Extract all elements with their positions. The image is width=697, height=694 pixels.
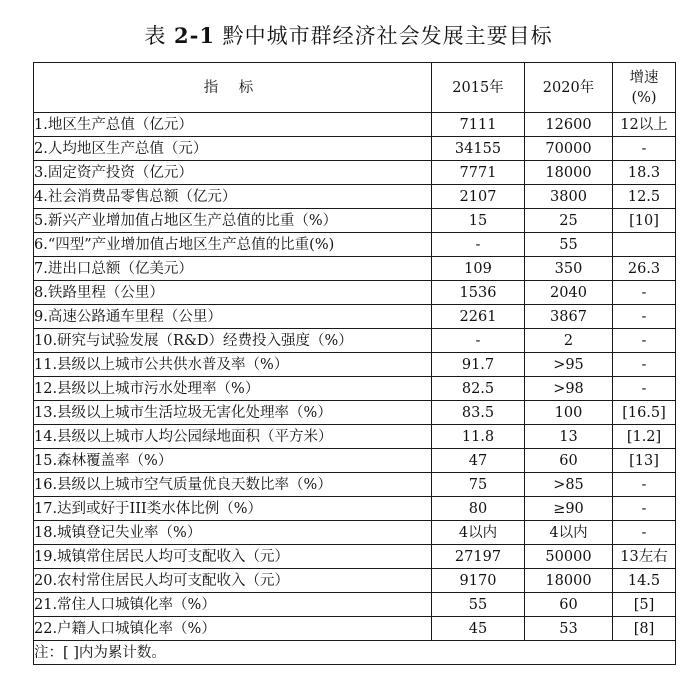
table-row (34, 305, 676, 329)
growth-rate-cell: 13左右 (613, 545, 676, 569)
indicator-cell: 12.县级以上城市污水处理率（%） (34, 377, 432, 401)
table-row (34, 137, 676, 161)
indicator-cell: 14.县级以上城市人均公园绿地面积（平方米） (34, 425, 432, 449)
value-2020-cell: 2 (525, 329, 613, 353)
table-row (34, 449, 676, 473)
value-2020-cell: 3800 (525, 185, 613, 209)
value-2015-cell: 4以内 (432, 521, 525, 545)
value-2015-cell: 11.8 (432, 425, 525, 449)
indicator-cell: 11.县级以上城市公共供水普及率（%） (34, 353, 432, 377)
value-2020-cell: 53 (525, 617, 613, 641)
note-row (34, 641, 676, 665)
value-2015-cell: 9170 (432, 569, 525, 593)
indicator-cell: 17.达到或好于III类水体比例（%） (34, 497, 432, 521)
table-title (0, 20, 697, 50)
indicator-cell: 19.城镇常住居民人均可支配收入（元） (34, 545, 432, 569)
table-note: 注：[ ]内为累计数。 (34, 641, 676, 665)
value-2020-cell: 18000 (525, 161, 613, 185)
value-2015-cell: 55 (432, 593, 525, 617)
growth-rate-cell: 12.5 (613, 185, 676, 209)
value-2015-cell: 75 (432, 473, 525, 497)
value-2015-cell: 2261 (432, 305, 525, 329)
title-text: 黔中城市群经济社会发展主要目标 (222, 24, 553, 48)
value-2020-cell: >85 (525, 473, 613, 497)
table-row (34, 401, 676, 425)
growth-rate-cell: - (613, 353, 676, 377)
growth-rate-cell (613, 233, 676, 257)
value-2015-cell: 1536 (432, 281, 525, 305)
growth-rate-cell: [16.5] (613, 401, 676, 425)
indicator-cell: 8.铁路里程（公里） (34, 281, 432, 305)
value-2015-cell: 7771 (432, 161, 525, 185)
value-2020-cell: ≥90 (525, 497, 613, 521)
indicator-cell: 10.研究与试验发展（R&D）经费投入强度（%） (34, 329, 432, 353)
title-prefix: 表 (144, 24, 167, 48)
value-2015-cell: - (432, 233, 525, 257)
table-row (34, 521, 676, 545)
table-row (34, 617, 676, 641)
targets-table (33, 62, 676, 665)
value-2015-cell: - (432, 329, 525, 353)
value-2015-cell: 15 (432, 209, 525, 233)
table-row (34, 545, 676, 569)
table-row (34, 113, 676, 137)
indicator-cell: 5.新兴产业增加值占地区生产总值的比重（%） (34, 209, 432, 233)
value-2020-cell: 2040 (525, 281, 613, 305)
indicator-cell: 15.森林覆盖率（%） (34, 449, 432, 473)
growth-rate-cell: - (613, 521, 676, 545)
growth-rate-cell: [1.2] (613, 425, 676, 449)
table-row (34, 569, 676, 593)
value-2020-cell: 55 (525, 233, 613, 257)
table-body (34, 113, 676, 641)
value-2020-cell: >98 (525, 377, 613, 401)
value-2015-cell: 83.5 (432, 401, 525, 425)
growth-rate-cell: 12以上 (613, 113, 676, 137)
value-2020-cell: 25 (525, 209, 613, 233)
value-2015-cell: 91.7 (432, 353, 525, 377)
value-2015-cell: 7111 (432, 113, 525, 137)
table-row (34, 233, 676, 257)
table-row (34, 473, 676, 497)
header-2015: 2015年 (432, 63, 525, 113)
table-row (34, 353, 676, 377)
growth-rate-cell: - (613, 329, 676, 353)
value-2020-cell: 4以内 (525, 521, 613, 545)
value-2015-cell: 34155 (432, 137, 525, 161)
growth-rate-cell: - (613, 377, 676, 401)
indicator-cell: 22.户籍人口城镇化率（%） (34, 617, 432, 641)
value-2020-cell: 12600 (525, 113, 613, 137)
indicator-cell: 13.县级以上城市生活垃圾无害化处理率（%） (34, 401, 432, 425)
table-row (34, 209, 676, 233)
table-row (34, 425, 676, 449)
growth-rate-cell: [8] (613, 617, 676, 641)
indicator-cell: 9.高速公路通车里程（公里） (34, 305, 432, 329)
table-row (34, 281, 676, 305)
table-row (34, 593, 676, 617)
table-row (34, 377, 676, 401)
value-2015-cell: 80 (432, 497, 525, 521)
value-2015-cell: 2107 (432, 185, 525, 209)
value-2020-cell: 70000 (525, 137, 613, 161)
table-row (34, 257, 676, 281)
indicator-cell: 6.“四型”产业增加值占地区生产总值的比重(%) (34, 233, 432, 257)
value-2020-cell: >95 (525, 353, 613, 377)
header-row (34, 63, 676, 113)
indicator-cell: 18.城镇登记失业率（%） (34, 521, 432, 545)
header-indicator: 指 标 (34, 63, 432, 113)
indicator-cell: 20.农村常住居民人均可支配收入（元） (34, 569, 432, 593)
growth-rate-cell: [10] (613, 209, 676, 233)
value-2015-cell: 47 (432, 449, 525, 473)
value-2015-cell: 109 (432, 257, 525, 281)
table-row (34, 497, 676, 521)
indicator-cell: 21.常住人口城镇化率（%） (34, 593, 432, 617)
growth-rate-cell: - (613, 497, 676, 521)
header-2020: 2020年 (525, 63, 613, 113)
growth-rate-cell: 18.3 (613, 161, 676, 185)
indicator-cell: 16.县级以上城市空气质量优良天数比率（%） (34, 473, 432, 497)
growth-rate-cell: - (613, 305, 676, 329)
value-2020-cell: 60 (525, 593, 613, 617)
header-growth-rate (613, 63, 676, 113)
value-2015-cell: 27197 (432, 545, 525, 569)
growth-rate-cell: - (613, 137, 676, 161)
header-growth-unit: (%) (631, 89, 657, 106)
growth-rate-cell: 26.3 (613, 257, 676, 281)
indicator-cell: 1.地区生产总值（亿元） (34, 113, 432, 137)
growth-rate-cell: [5] (613, 593, 676, 617)
title-number: 2-1 (174, 23, 215, 48)
table-row (34, 329, 676, 353)
table-row (34, 161, 676, 185)
value-2020-cell: 50000 (525, 545, 613, 569)
value-2020-cell: 18000 (525, 569, 613, 593)
indicator-cell: 2.人均地区生产总值（元） (34, 137, 432, 161)
indicator-cell: 4.社会消费品零售总额（亿元） (34, 185, 432, 209)
value-2015-cell: 82.5 (432, 377, 525, 401)
value-2020-cell: 13 (525, 425, 613, 449)
growth-rate-cell: 14.5 (613, 569, 676, 593)
value-2020-cell: 3867 (525, 305, 613, 329)
growth-rate-cell: - (613, 281, 676, 305)
value-2015-cell: 45 (432, 617, 525, 641)
growth-rate-cell: - (613, 473, 676, 497)
value-2020-cell: 60 (525, 449, 613, 473)
header-growth-label: 增速 (629, 69, 659, 86)
indicator-cell: 3.固定资产投资（亿元） (34, 161, 432, 185)
growth-rate-cell: [13] (613, 449, 676, 473)
value-2020-cell: 100 (525, 401, 613, 425)
value-2020-cell: 350 (525, 257, 613, 281)
indicator-cell: 7.进出口总额（亿美元） (34, 257, 432, 281)
table-row (34, 185, 676, 209)
